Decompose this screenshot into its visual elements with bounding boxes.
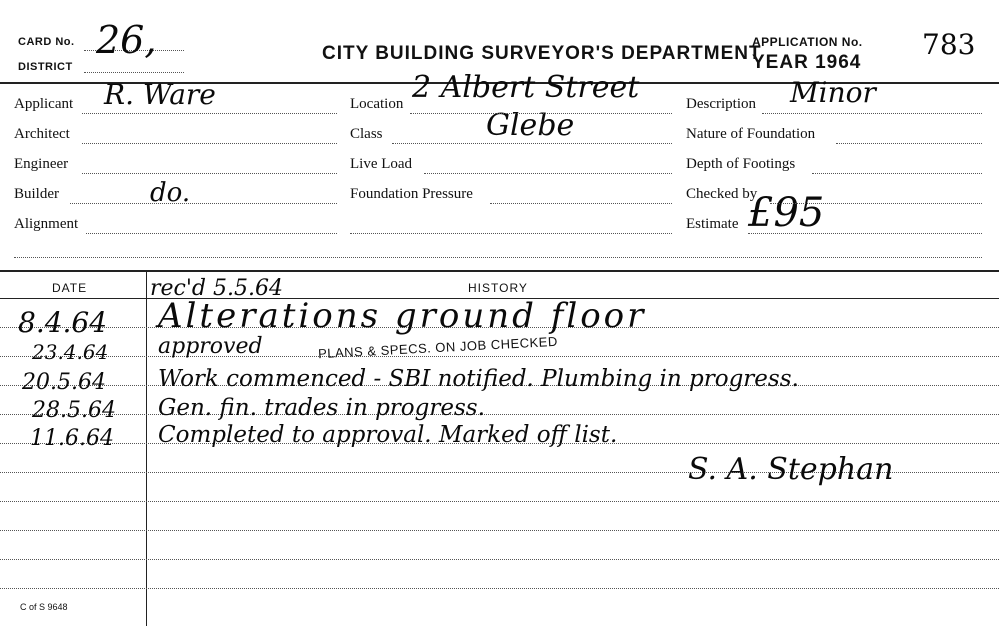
history-line (0, 501, 999, 502)
plans-specs-stamp: PLANS & SPECS. ON JOB CHECKED (317, 333, 559, 362)
date-header: DATE (52, 281, 88, 295)
field-rule-1 (82, 113, 337, 114)
history-text: Completed to approval. Marked off list. (158, 422, 618, 448)
estimate-label: Estimate (686, 216, 739, 232)
location-label: Location (350, 96, 404, 112)
engineer-label: Engineer (14, 156, 69, 172)
alignment-label: Alignment (14, 216, 79, 232)
field-rule-4r (770, 203, 982, 204)
field-rule-6 (14, 257, 982, 258)
history-text: Alterations ground floor (158, 296, 647, 336)
field-rule-3m (424, 173, 672, 174)
foundation-pressure-label: Foundation Pressure (350, 186, 473, 202)
history-date: 20.5.64 (22, 370, 106, 395)
date-column-divider (146, 271, 147, 626)
field-rule-2m (392, 143, 672, 144)
applicant-label: Applicant (14, 96, 74, 112)
history-line (0, 356, 999, 357)
field-rule-4 (70, 203, 337, 204)
location-value: 2 Albert Street (412, 70, 640, 105)
application-number: 783 (922, 28, 976, 61)
card-no-label: CARD No. (18, 36, 75, 48)
history-line (0, 414, 999, 415)
estimate-value: £95 (748, 190, 825, 236)
history-date: 8.4.64 (18, 306, 108, 339)
history-text: approved (158, 334, 263, 359)
history-line (0, 530, 999, 531)
history-header: HISTORY (468, 281, 528, 295)
form-code: C of S 9648 (20, 602, 68, 612)
history-top-rule (0, 270, 999, 272)
history-date: 11.6.64 (30, 426, 114, 451)
district-label: DISTRICT (18, 61, 73, 73)
field-rule-4m (490, 203, 672, 204)
field-rule-5m (350, 233, 672, 234)
class-label: Class (350, 126, 383, 142)
signature: S. A. Stephan (688, 452, 894, 487)
class-value: Glebe (486, 108, 575, 143)
checked-label: Checked by (686, 186, 758, 202)
history-date: 23.4.64 (32, 340, 109, 364)
description-label: Description (686, 96, 756, 112)
nature-label: Nature of Foundation (686, 126, 816, 142)
application-label: APPLICATION No. (752, 35, 863, 49)
field-rule-5 (86, 233, 337, 234)
applicant-value: R. Ware (104, 78, 216, 111)
district-rule (84, 72, 184, 73)
field-rule-2 (82, 143, 337, 144)
live-load-label: Live Load (350, 156, 413, 172)
department-title: CITY BUILDING SURVEYOR'S DEPARTMENT (322, 43, 762, 64)
field-rule-5r (748, 233, 982, 234)
card-no-value: 26, (96, 18, 157, 62)
history-text: Work commenced - SBI notified. Plumbing in progress. (158, 366, 799, 392)
field-rule-3 (82, 173, 337, 174)
depth-label: Depth of Footings (686, 156, 796, 172)
recd-note: rec'd 5.5.64 (150, 276, 283, 301)
year-label: YEAR 1964 (752, 52, 862, 73)
field-rule-1m (410, 113, 672, 114)
builder-value: do. (150, 178, 191, 208)
field-rule-1r (762, 113, 982, 114)
field-rule-3r (812, 173, 982, 174)
history-date: 28.5.64 (32, 398, 116, 423)
history-text: Gen. fin. trades in progress. (158, 395, 485, 421)
architect-label: Architect (14, 126, 70, 142)
field-rule-2r (836, 143, 982, 144)
history-line (0, 588, 999, 589)
description-value: Minor (790, 76, 876, 109)
history-line (0, 559, 999, 560)
builder-label: Builder (14, 186, 59, 202)
